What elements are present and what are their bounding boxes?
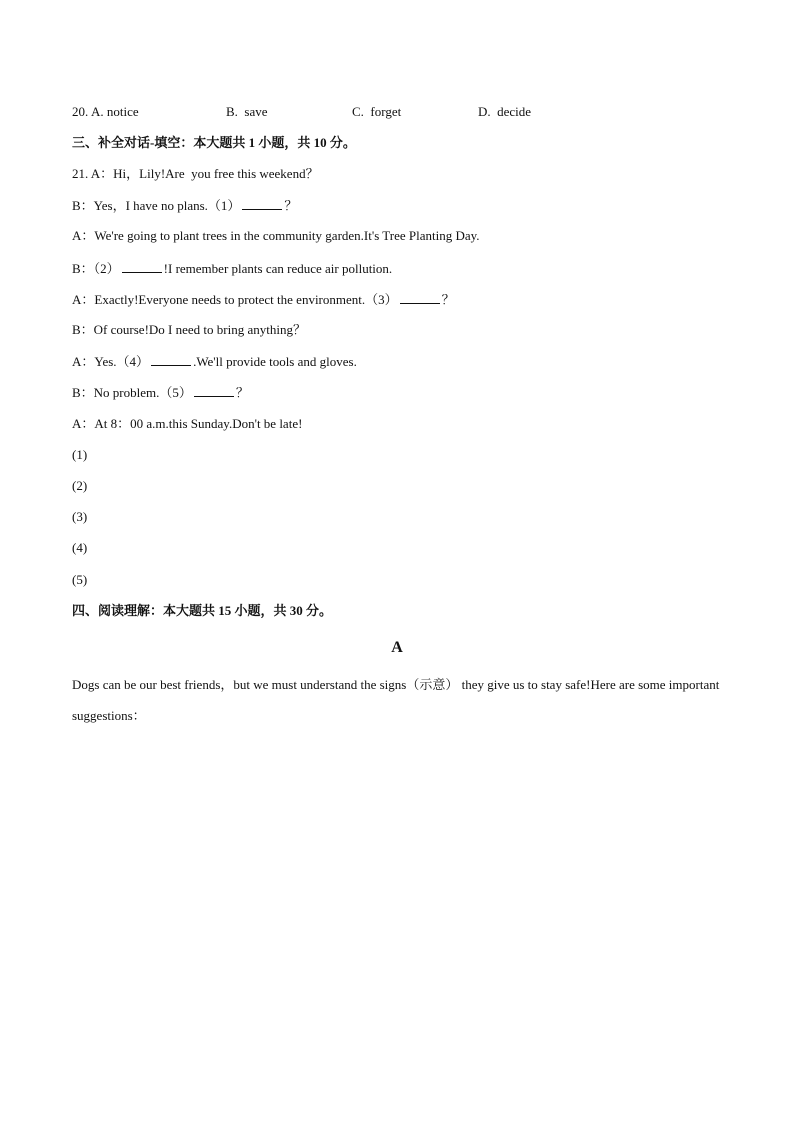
section-4-heading: 四、阅读理解：本大题共 15 小题，共 30 分。 — [72, 603, 333, 618]
answer-blank-1[interactable] — [242, 197, 282, 210]
option-b: B. save — [226, 104, 268, 119]
dialogue-line-4: B：（2） !I remember plants can reduce air pollution. — [72, 261, 393, 276]
dialogue-line-6: B：Of course!Do I need to bring anything？ — [72, 322, 306, 337]
dialogue-line-5: A：Exactly!Everyone needs to protect the environment.（3） ？ — [72, 292, 455, 307]
question-20-number: 20. — [72, 104, 89, 119]
dialogue-line-3: A：We're going to plant trees in the community garden.It's Tree Planting Day. — [72, 228, 480, 243]
option-c: C. forget — [352, 104, 402, 119]
section-3-heading: 三、补全对话-填空：本大题共 1 小题，共 10 分。 — [72, 135, 356, 150]
option-a: A. notice — [91, 104, 139, 119]
dialogue-line-7: A：Yes.（4） .We'll provide tools and gloves. — [72, 354, 357, 369]
option-d: D. decide — [478, 104, 532, 119]
dialogue-line-9: A：At 8：00 a.m.this Sunday.Don't be late! — [72, 416, 303, 431]
answer-blank-5[interactable] — [194, 384, 234, 397]
answer-label-1: (1) — [72, 447, 88, 462]
passage-title: A — [391, 639, 403, 656]
answer-label-3: (3) — [72, 509, 88, 524]
answer-blank-4[interactable] — [151, 353, 191, 366]
dialogue-line-8: B：No problem.（5） ？ — [72, 385, 249, 400]
answer-label-5: (5) — [72, 572, 88, 587]
dialogue-line-2: B：Yes，I have no plans.（1） ？ — [72, 198, 298, 213]
answer-label-4: (4) — [72, 540, 88, 555]
answer-label-2: (2) — [72, 478, 88, 493]
passage-text: Dogs can be our best friends，but we must understand the signs（示意） they give us to stay safe!Here are some important suggestions： — [72, 677, 720, 723]
answer-blank-3[interactable] — [400, 291, 440, 304]
answer-blank-2[interactable] — [122, 260, 162, 273]
dialogue-line-1: 21. A：Hi，Lily!Are you free this weekend？ — [72, 166, 319, 181]
